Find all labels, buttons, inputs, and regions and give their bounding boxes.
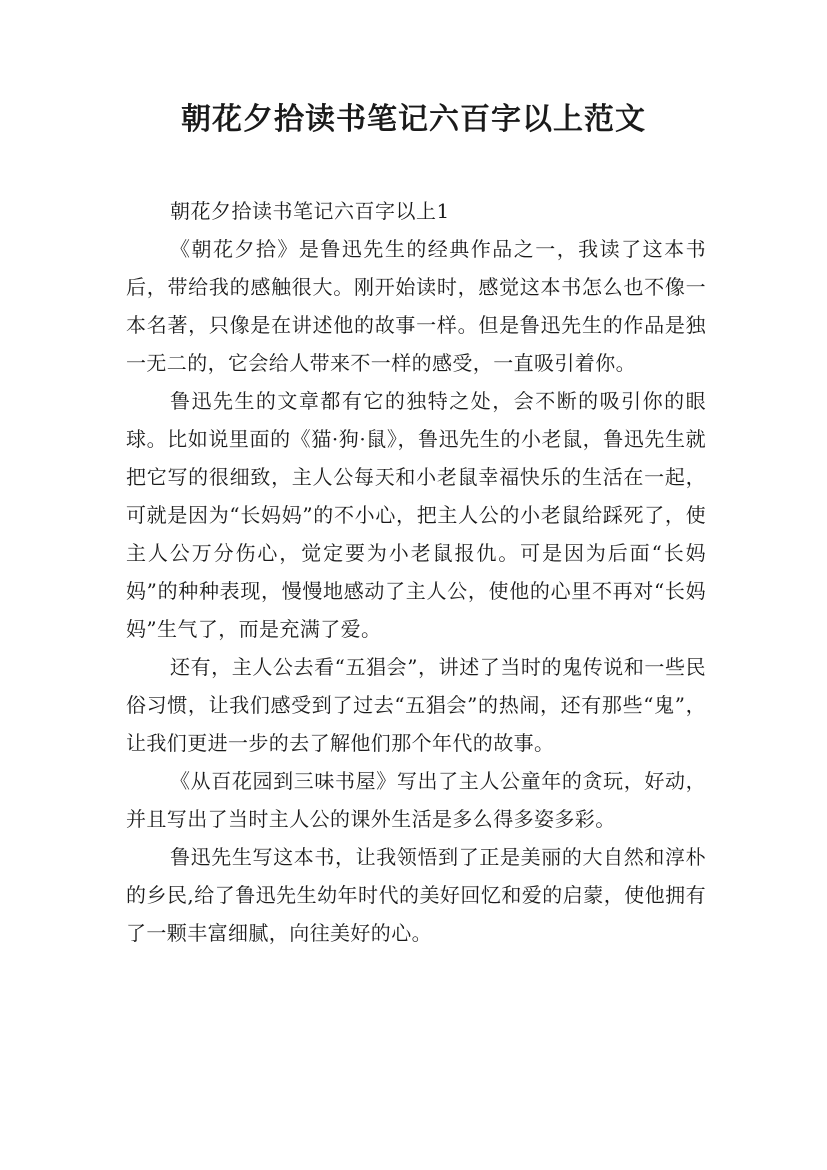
document-title: 朝花夕拾读书笔记六百字以上范文: [181, 102, 646, 137]
paragraph-5: 鲁迅先生写这本书，让我领悟到了正是美丽的大自然和淳朴的乡民,给了鲁迅先生幼年时代的美好回忆和爱的启蒙，使他拥有了一颗丰富细腻，向往美好的心。: [126, 845, 706, 945]
paragraph-4: 《从百花园到三味书屋》写出了主人公童年的贪玩，好动，并且写出了当时主人公的课外生活是多么得多姿多彩。: [126, 769, 706, 831]
paragraph-3: 还有，主人公去看“五猖会”，讲述了当时的鬼传说和一些民俗习惯，让我们感受到了过去“五猖会”的热闹，还有那些“鬼”，让我们更进一步的去了解他们那个年代的故事。: [126, 655, 706, 755]
document-body: [126, 192, 706, 952]
paragraph-1: 《朝花夕拾》是鲁迅先生的经典作品之一，我读了这本书后，带给我的感触很大。刚开始读时，感觉这本书怎么也不像一本名著，只像是在讲述他的故事一样。但是鲁迅先生的作品是独一无二的，它会给人带来不一样的感受，一直吸引着你。: [126, 237, 706, 375]
section-heading: 朝花夕拾读书笔记六百字以上1: [170, 199, 450, 223]
paragraph-2: 鲁迅先生的文章都有它的独特之处，会不断的吸引你的眼球。比如说里面的《猫·狗·鼠》，鲁迅先生的小老鼠，鲁迅先生就把它写的很细致，主人公每天和小老鼠幸福快乐的生活在一起，可就是因为“长妈妈”的不小心，把主人公的小老鼠给踩死了，使主人公万分伤心，觉定要为小老鼠报仇。可是因为后面“长妈妈”的种种表现，慢慢地感动了主人公，使他的心里不再对“长妈妈”生气了，而是充满了爱。: [126, 389, 706, 641]
